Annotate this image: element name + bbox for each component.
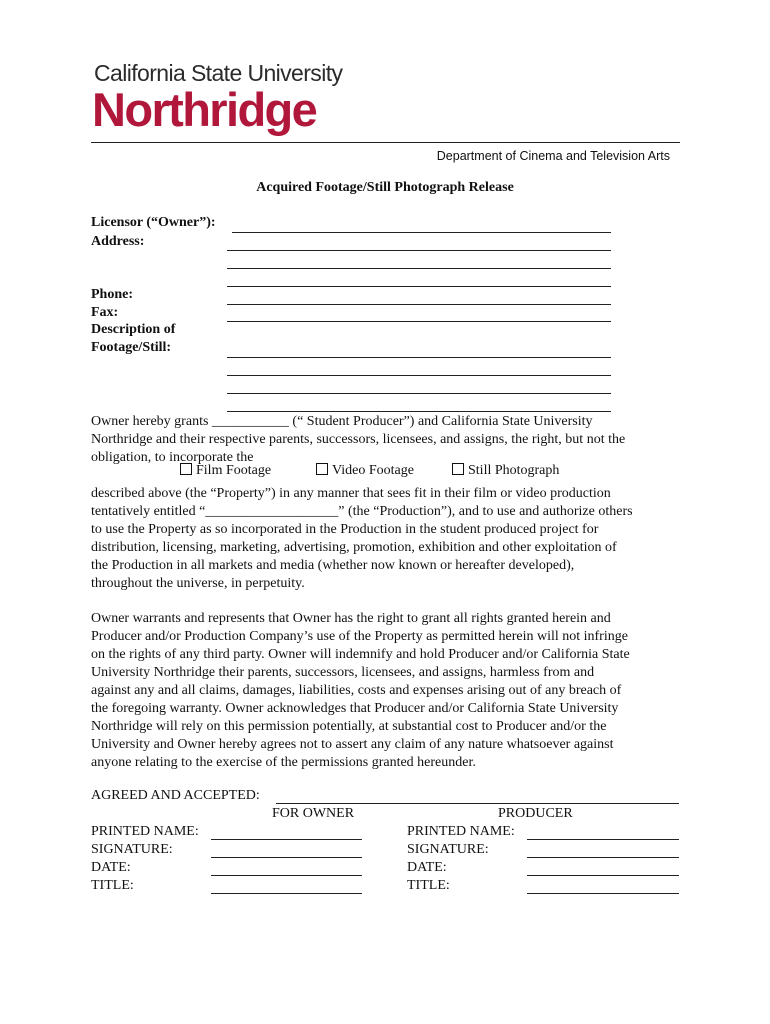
grant-line: described above (the “Property”) in any manner that sees fit in their film or video production: [91, 486, 611, 501]
option-label: Still Photograph: [468, 463, 560, 478]
fax-line[interactable]: [227, 321, 611, 322]
grant-line: to use the Property as so incorporated in the Production in the student produced project for: [91, 522, 599, 537]
address-line-1[interactable]: [227, 250, 611, 251]
grant-paragraph-part2: [91, 485, 681, 593]
warranty-line: against any and all claims, damages, liabilities, costs and expenses arising out of any breach of: [91, 683, 622, 698]
option-still-photograph[interactable]: [452, 463, 559, 479]
agreed-label: AGREED AND ACCEPTED:: [91, 788, 260, 803]
grant-line: tentatively entitled “___________________” (the “Production”), and to use and authorize others: [91, 504, 633, 519]
option-video-footage[interactable]: [316, 463, 414, 479]
description-line-3[interactable]: [227, 393, 611, 394]
agreed-line[interactable]: [276, 803, 679, 804]
checkbox-icon[interactable]: [316, 463, 328, 475]
warranty-line: the foregoing warranty. Owner acknowledges that Producer and/or California State University: [91, 701, 619, 716]
owner-signature-line[interactable]: [211, 857, 362, 858]
grant-paragraph-part1: [91, 413, 681, 467]
checkbox-icon[interactable]: [452, 463, 464, 475]
university-logo-wordmark: Northridge: [92, 83, 317, 136]
description-line-1[interactable]: [227, 357, 611, 358]
producer-printed-name-line[interactable]: [527, 839, 679, 840]
department-name: Department of Cinema and Television Arts: [436, 149, 670, 163]
producer-title-label: TITLE:: [407, 878, 450, 893]
owner-date-label: DATE:: [91, 860, 131, 875]
address-label: Address:: [91, 234, 145, 249]
producer-date-label: DATE:: [407, 860, 447, 875]
checkbox-icon[interactable]: [180, 463, 192, 475]
producer-date-line[interactable]: [527, 875, 679, 876]
grant-line: the Production in all markets and media (whether now known or hereafter developed),: [91, 558, 575, 573]
grant-line: throughout the universe, in perpetuity.: [91, 576, 305, 591]
form-title: Acquired Footage/Still Photograph Release: [256, 180, 514, 195]
warranty-line: Northridge will rely on this permission potentially, at substantial cost to Producer and/or the: [91, 719, 607, 734]
phone-label: Phone:: [91, 287, 133, 302]
owner-title-line[interactable]: [211, 893, 362, 894]
description-label-line1: Description of: [91, 322, 176, 337]
producer-heading: PRODUCER: [498, 806, 573, 821]
producer-signature-line[interactable]: [527, 857, 679, 858]
producer-signature-label: SIGNATURE:: [407, 842, 489, 857]
owner-title-label: TITLE:: [91, 878, 134, 893]
warranty-paragraph: [91, 610, 681, 772]
phone-line[interactable]: [227, 304, 611, 305]
owner-printed-name-line[interactable]: [211, 839, 362, 840]
warranty-line: Producer and/or Production Company’s use of the Property as permitted herein will not infringe: [91, 629, 628, 644]
owner-date-line[interactable]: [211, 875, 362, 876]
description-line-2[interactable]: [227, 375, 611, 376]
grant-line: Owner hereby grants ___________ (“ Student Producer”) and California State University: [91, 414, 593, 429]
owner-signature-label: SIGNATURE:: [91, 842, 173, 857]
option-film-footage[interactable]: [180, 463, 271, 479]
warranty-line: on the rights of any third party. Owner will indemnify and hold Producer and/or California State: [91, 647, 630, 662]
warranty-line: anyone relating to the exercise of the permissions granted hereunder.: [91, 755, 476, 770]
option-label: Video Footage: [332, 463, 414, 478]
grant-line: distribution, licensing, marketing, advertising, promotion, exhibition and other exploitation of: [91, 540, 617, 555]
grant-line: Northridge and their respective parents, successors, licensees, and assigns, the right, but not the: [91, 432, 626, 447]
warranty-line: Owner warrants and represents that Owner has the right to grant all rights granted herein and: [91, 611, 611, 626]
fax-label: Fax:: [91, 305, 119, 320]
owner-printed-name-label: PRINTED NAME:: [91, 824, 199, 839]
option-label: Film Footage: [196, 463, 272, 478]
description-label-line2: Footage/Still:: [91, 340, 172, 355]
licensor-label: Licensor (“Owner”):: [91, 215, 216, 230]
licensor-line[interactable]: [232, 232, 611, 233]
description-line-4[interactable]: [227, 411, 611, 412]
producer-title-line[interactable]: [527, 893, 679, 894]
grant-line: obligation, to incorporate the: [91, 450, 254, 465]
header-rule: [91, 142, 680, 143]
university-logo-line1: California State University: [94, 60, 343, 86]
warranty-line: University and Owner hereby agrees not to assert any claim of any nature whatsoever against: [91, 737, 614, 752]
producer-printed-name-label: PRINTED NAME:: [407, 824, 515, 839]
for-owner-heading: FOR OWNER: [272, 806, 355, 821]
warranty-line: University Northridge their parents, successors, licensees, and assigns, harmless from and: [91, 665, 595, 680]
address-line-3[interactable]: [227, 286, 611, 287]
address-line-2[interactable]: [227, 268, 611, 269]
